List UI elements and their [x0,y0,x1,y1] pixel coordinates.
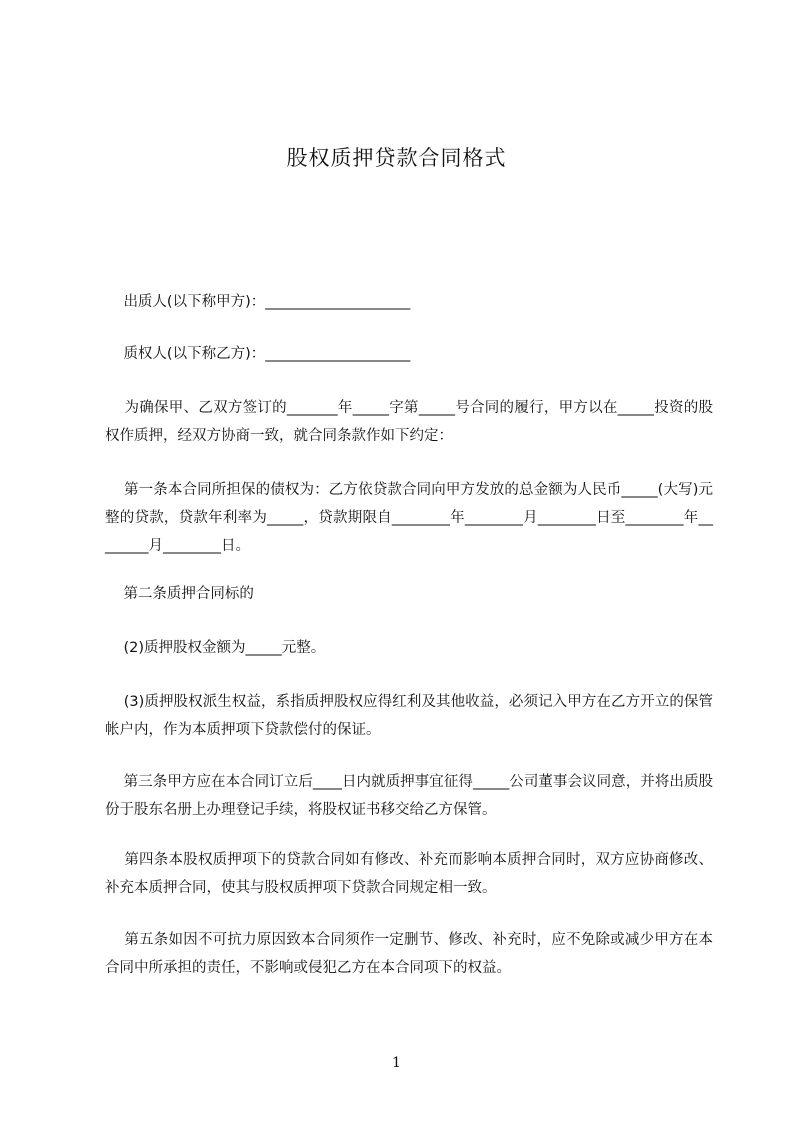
document-title: 股权质押贷款合同格式 [286,146,507,170]
page-number: 1 [392,1055,401,1071]
article-1-paragraph: 第一条本合同所担保的债权为：乙方依贷款合同向甲方发放的总金额为人民币_____(大写)元整的贷款，贷款年利率为_____，贷款期限自________年________月________日至________年________月________日。 [105,482,714,554]
article-5-paragraph: 第五条如因不可抗力原因致本合同须作一定删节、修改、补充时，应不免除或减少甲方在本合同中所承担的责任，不影响或侵犯乙方在本合同项下的权益。 [105,932,713,976]
article-4-paragraph: 第四条本股权质押项下的贷款合同如有修改、补充而影响本质押合同时，双方应协商修改、补充本质押合同，使其与股权质押项下贷款合同规定相一致。 [105,852,713,896]
clause-2-2-paragraph: (2)质押股权金额为_____元整。 [105,640,326,656]
article-3-paragraph: 第三条甲方应在本合同订立后____日内就质押事宜征得_____公司董事会议同意，并将出质股份于股东名册上办理登记手续，将股权证书移交给乙方保管。 [105,774,714,818]
preamble-paragraph: 为确保甲、乙双方签订的_______年_____字第_____号合同的履行，甲方以在_____投资的股权作质押，经双方协商一致，就合同条款作如下约定： [105,400,713,444]
article-2-heading: 第二条质押合同标的 [105,586,254,602]
clause-2-3-paragraph: (3)质押股权派生权益，系指质押股权应得红利及其他收益，必须记入甲方在乙方开立的保管帐户内，作为本质押项下贷款偿付的保证。 [105,694,713,738]
pledgor-line: 出质人(以下称甲方)：____________________ [105,294,411,310]
pledgee-line: 质权人(以下称乙方)：____________________ [105,346,411,362]
